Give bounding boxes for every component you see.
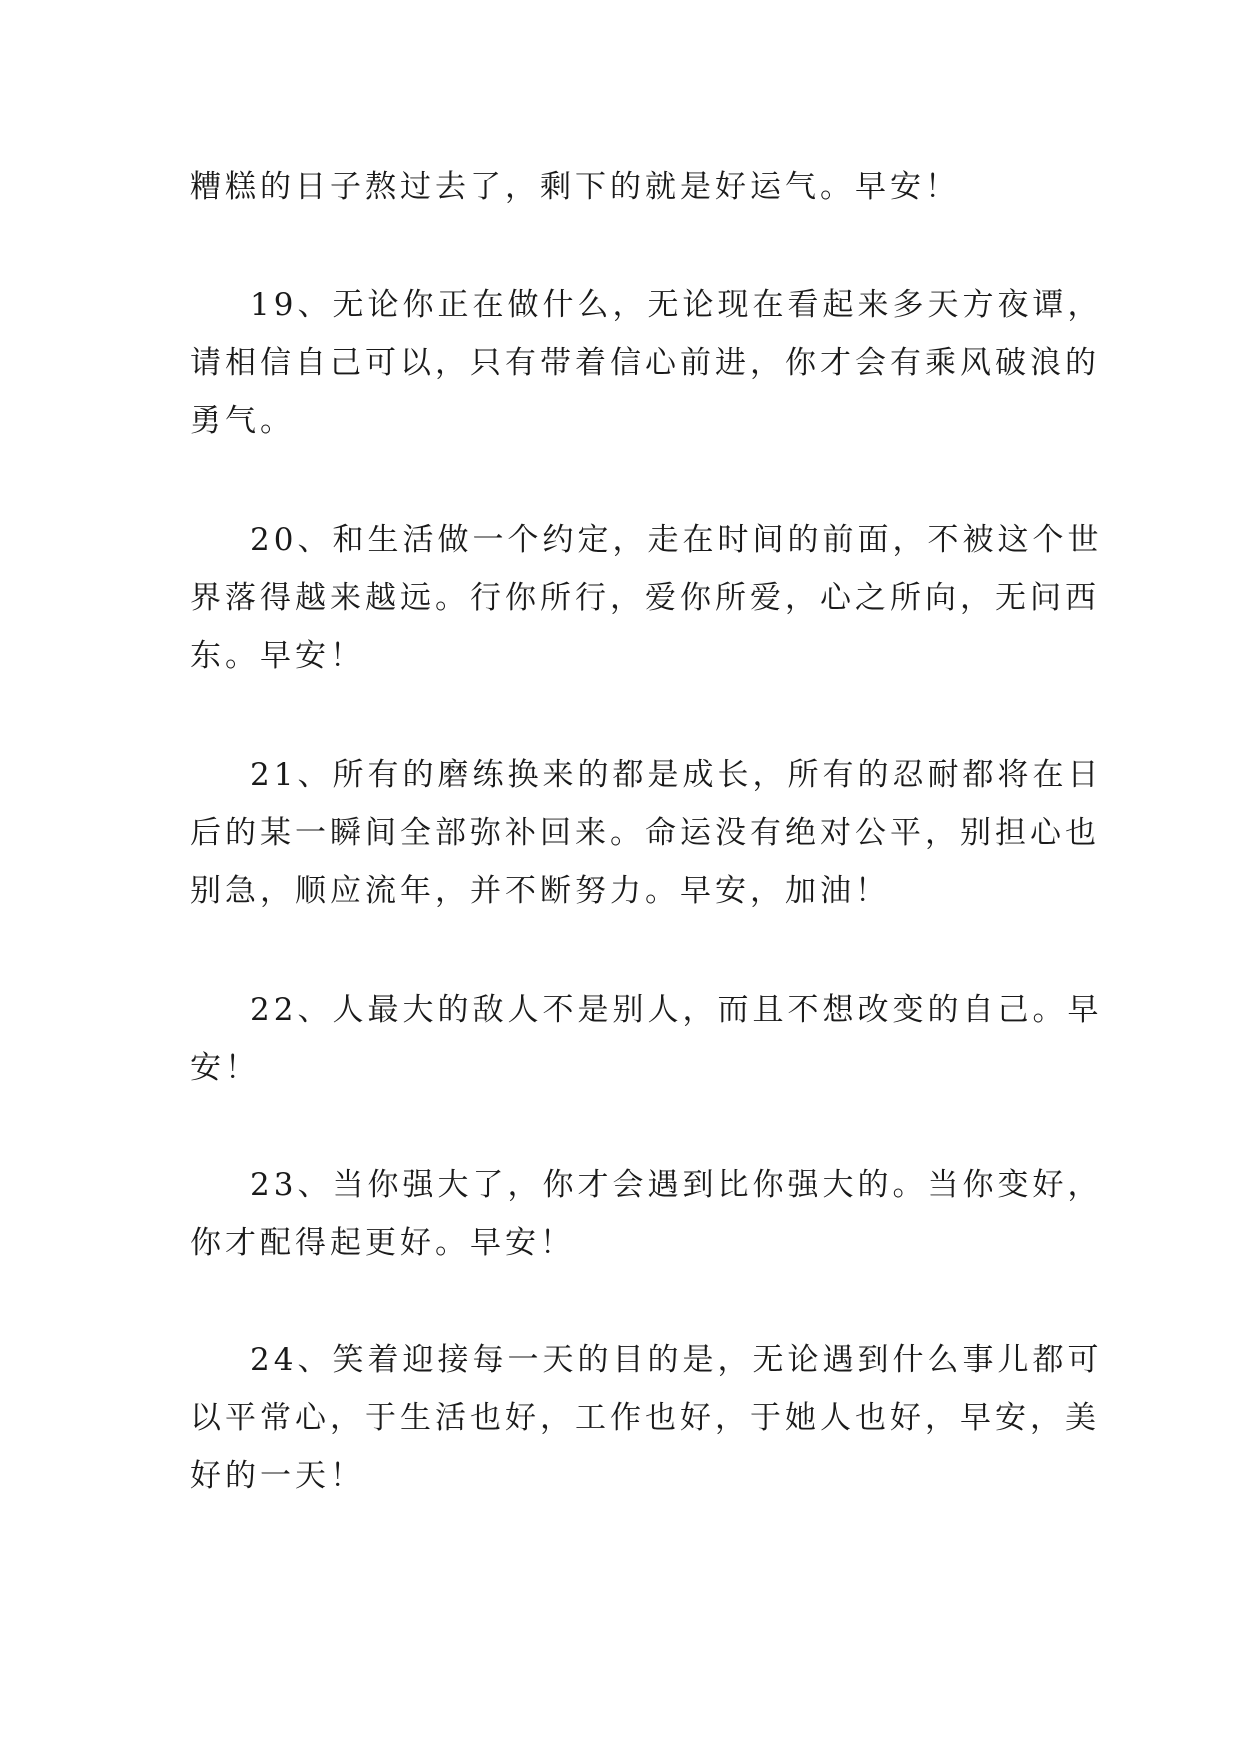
text-line: 后的某一瞬间全部弥补回来。命运没有绝对公平，别担心也 — [190, 815, 1100, 851]
text-line: 以平常心，于生活也好，工作也好，于她人也好，早安，美 — [190, 1400, 1100, 1436]
paragraph-23 — [190, 1156, 1103, 1272]
text-line: 请相信自己可以，只有带着信心前进，你才会有乘风破浪的 — [190, 345, 1100, 381]
text-line: 东。早安！ — [190, 638, 365, 674]
text-line: 24、笑着迎接每一天的目的是，无论遇到什么事儿都可 — [250, 1342, 1103, 1378]
text-line: 19、无论你正在做什么，无论现在看起来多天方夜谭， — [250, 287, 1103, 323]
text-line: 糟糕的日子熬过去了，剩下的就是好运气。早安！ — [190, 169, 960, 205]
text-line: 20、和生活做一个约定，走在时间的前面，不被这个世 — [250, 522, 1103, 558]
text-line: 安！ — [190, 1050, 260, 1086]
paragraph-22 — [190, 981, 1103, 1097]
paragraph-21 — [190, 746, 1103, 920]
text-line: 界落得越来越远。行你所行，爱你所爱，心之所向，无问西 — [190, 580, 1100, 616]
text-line: 23、当你强大了，你才会遇到比你强大的。当你变好， — [250, 1167, 1103, 1203]
text-line: 别急，顺应流年，并不断努力。早安，加油！ — [190, 873, 890, 909]
text-line: 21、所有的磨练换来的都是成长，所有的忍耐都将在日 — [250, 757, 1103, 793]
text-line: 勇气。 — [190, 403, 295, 439]
text-line: 你才配得起更好。早安！ — [190, 1225, 575, 1261]
text-line: 好的一天！ — [190, 1458, 365, 1494]
paragraph-24 — [190, 1331, 1103, 1505]
paragraph-continued — [190, 158, 1070, 216]
paragraph-19 — [190, 276, 1103, 450]
paragraph-20 — [190, 511, 1103, 685]
text-line: 22、人最大的敌人不是别人，而且不想改变的自己。早 — [250, 992, 1103, 1028]
